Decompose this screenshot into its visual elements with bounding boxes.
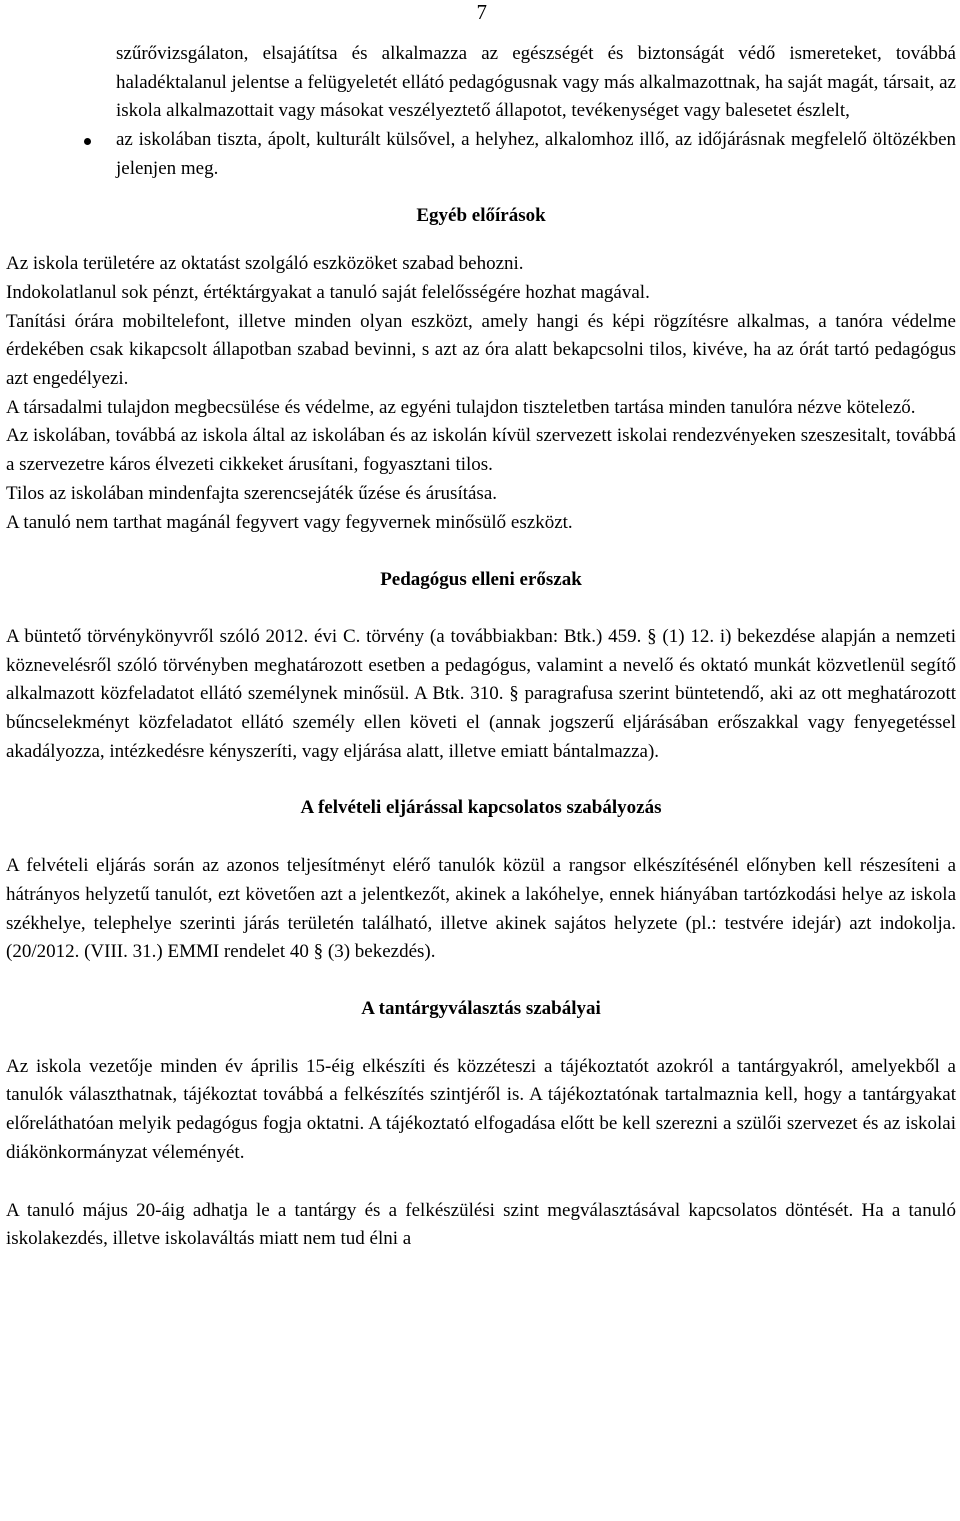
document-body <box>6 40 956 1254</box>
bullet-icon <box>84 138 91 145</box>
paragraph: Indokolatlanul sok pénzt, értéktárgyakat a tanuló saját felelősségére hozhat magával. <box>6 281 650 303</box>
paragraph: Az iskola vezetője minden év április 15-éig elkészíti és közzéteszi a tájékoztatót azokról a tantárgyakról, amelyekből a tanulók választhatnak, tájékoztat továbbá a felkészítés szintjéről is. A tájékoztatónak tartalmaznia kell, hogy a tantárgyakat előreláthatóan melyik pedagógus fogja oktatni. A tájékoztató elfogadása előtt be kell szerezni a szülői szervezet és az iskolai diákönkormányzat véleményét. <box>6 1055 956 1163</box>
section-heading-pedagogus-elleni-eroszak: Pedagógus elleni erőszak <box>380 569 582 591</box>
paragraph: Az iskolában, továbbá az iskola által az iskolában és az iskolán kívül szervezett iskolai rendezvényeken szeszesitalt, továbbá a szervezetre káros élvezeti cikkeket árusítani, fogyasztani tilos. <box>6 425 956 476</box>
list-item <box>116 126 956 183</box>
section-heading-egyeb-eloirasok: Egyéb előírások <box>416 204 546 226</box>
paragraph: Tanítási órára mobiltelefont, illetve minden olyan eszközt, amely hangi és képi rögzítésre alkalmas, a tanóra védelme érdekében csak kikapcsolt állapotban szabad bevinni, s azt az óra alatt bekapcsolni tilos, kivéve, ha az órát tartó pedagógus azt engedélyezi. <box>6 310 956 390</box>
paragraph: A büntető törvénykönyvről szóló 2012. évi C. törvény (a továbbiakban: Btk.) 459. § (1) 12. i) bekezdése alapján a nemzeti köznevelésről szóló törvényben meghatározott esetben a pedagógus, valamint a nevelő és oktató munkát közvetlenül segítő alkalmazott közfeladatot ellátó személynek minősül. A Btk. 310. § paragrafusa szerint büntetendő, aki az ott meghatározott bűncselekményt közfeladatot ellátó személy ellen követi el (annak jogszerű eljárásában erőszakkal vagy fenyegetéssel akadályozza, intézkedésre kényszeríti, vagy eljárása alatt, illetve emiatt bántalmazza). <box>6 625 956 762</box>
list-item-continuation: szűrővizsgálaton, elsajátítsa és alkalmazza az egészségét és biztonságát védő ismereteket, továbbá haladéktalanul jelentse a felügyeletét ellátó pedagógusnak vagy más alkalmazottnak, ha saját magát, társait, az iskola alkalmazottait vagy másokat veszélyeztető állapotot, tevékenységet vagy balesetet észlelt, <box>116 43 956 122</box>
list-item-text: az iskolában tiszta, ápolt, kulturált külsővel, a helyhez, alkalomhoz illő, az időjárásnak megfelelő öltözékben jelenjen meg. <box>116 129 956 179</box>
section-heading-felveteli-eljaras: A felvételi eljárással kapcsolatos szabályozás <box>300 797 662 819</box>
paragraph: Az iskola területére az oktatást szolgáló eszközöket szabad behozni. <box>6 253 524 275</box>
paragraph: A társadalmi tulajdon megbecsülése és védelme, az egyéni tulajdon tiszteletben tartása minden tanulóra nézve kötelező. <box>6 396 916 418</box>
page-number: 7 <box>476 0 487 24</box>
paragraph: A tanuló május 20-áig adhatja le a tantárgy és a felkészülési szint megválasztásával kapcsolatos döntését. Ha a tanuló iskolakezdés, illetve iskolaváltás miatt nem tud élni a <box>6 1199 956 1250</box>
paragraph: A felvételi eljárás során az azonos teljesítményt elérő tanulók közül a rangsor elkészítésénél előnyben kell részesíteni a hátrányos helyzetű tanulót, ezt követően azt a jelentkezőt, akinek a lakóhelye, ennek hiányában tartózkodási helye az iskola székhelye, telephelye szerinti járás területén található, illetve akinek sajátos helyzete (pl.: testvére idejár) azt indokolja. (20/2012. (VIII. 31.) EMMI rendelet 40 § (3) bekezdés). <box>6 855 956 963</box>
paragraph: Tilos az iskolában mindenfajta szerencsejáték űzése és árusítása. <box>6 482 498 504</box>
paragraph: A tanuló nem tarthat magánál fegyvert vagy fegyvernek minősülő eszközt. <box>6 511 573 533</box>
section-heading-tantargyvalasztas: A tantárgyválasztás szabályai <box>361 997 601 1019</box>
